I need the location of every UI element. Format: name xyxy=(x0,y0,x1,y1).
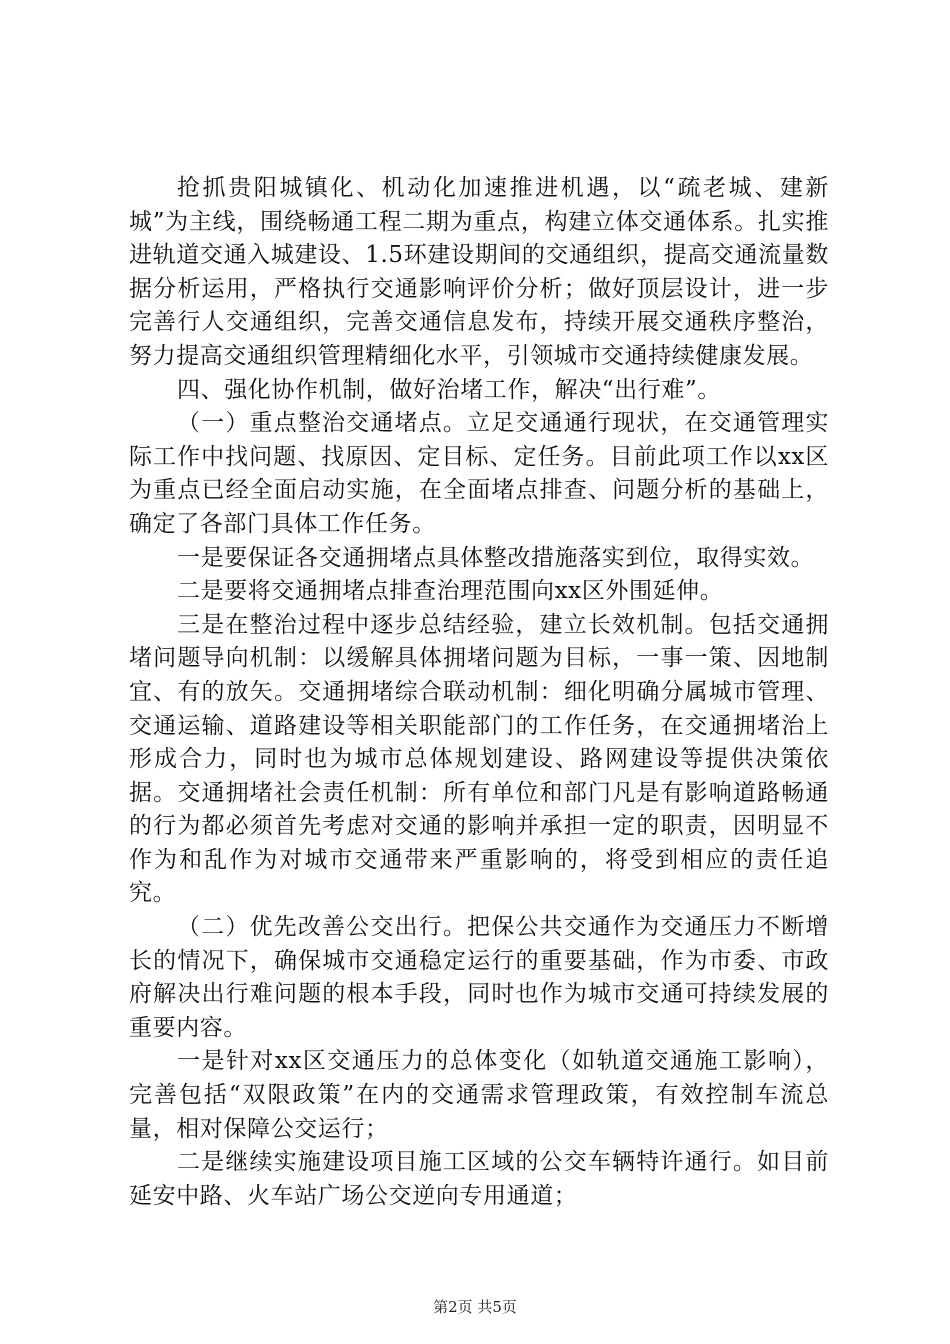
subsection-paragraph: （一）重点整治交通堵点。立足交通通行现状，在交通管理实际工作中找问题、找原因、定目标、定任务。目前此项工作以xx区为重点已经全面启动实施，在全面堵点排查、问题分析的基础上，确定了各部门具体工作任务。 xyxy=(129,410,829,537)
paragraph: 一是针对xx区交通压力的总体变化（如轨道交通施工影响），完善包括“双限政策”在内的交通需求管理政策，有效控制车流总量，相对保障公交运行； xyxy=(129,1048,829,1142)
paragraph: 三是在整治过程中逐步总结经验，建立长效机制。包括交通拥堵问题导向机制：以缓解具体拥堵问题为目标，一事一策、因地制宜、有的放矢。交通拥堵综合联动机制：细化明确分属城市管理、交通运输、道路建设等相关职能部门的工作任务，在交通拥堵治上形成合力，同时也为城市总体规划建设、路网建设等提供决策依据。交通拥堵社会责任机制：所有单位和部门凡是有影响道路畅通的行为都必须首先考虑对交通的影响并承担一定的职责，因明显不作为和乱作为对城市交通带来严重影响的，将受到相应的责任追究。 xyxy=(129,611,829,907)
document-body xyxy=(129,172,829,1213)
paragraph: 抢抓贵阳城镇化、机动化加速推进机遇，以“疏老城、建新城”为主线，围绕畅通工程二期为重点，构建立体交通体系。扎实推进轨道交通入城建设、1.5环建设期间的交通组织，提高交通流量数据分析运用，严格执行交通影响评价分析；做好顶层设计，进一步完善行人交通组织，完善交通信息发布，持续开展交通秩序整治，努力提高交通组织管理精细化水平，引领城市交通持续健康发展。 xyxy=(129,175,829,369)
paragraph: 一是要保证各交通拥堵点具体整改措施落实到位，取得实效。 xyxy=(177,544,815,571)
paragraph: 二是要将交通拥堵点排查治理范围向xx区外围延伸。 xyxy=(177,578,724,605)
page-number-footer: 第2页 共5页 xyxy=(433,1298,517,1316)
subsection-paragraph: （二）优先改善公交出行。把保公共交通作为交通压力不断增长的情况下，确保城市交通稳定运行的重要基础，作为市委、市政府解决出行难问题的根本手段，同时也作为城市交通可持续发展的重要内容。 xyxy=(129,914,829,1041)
section-heading: 四、强化协作机制，做好治堵工作，解决“出行难”。 xyxy=(177,376,721,403)
paragraph: 二是继续实施建设项目施工区域的公交车辆特许通行。如目前延安中路、火车站广场公交逆向专用通道； xyxy=(129,1149,829,1209)
